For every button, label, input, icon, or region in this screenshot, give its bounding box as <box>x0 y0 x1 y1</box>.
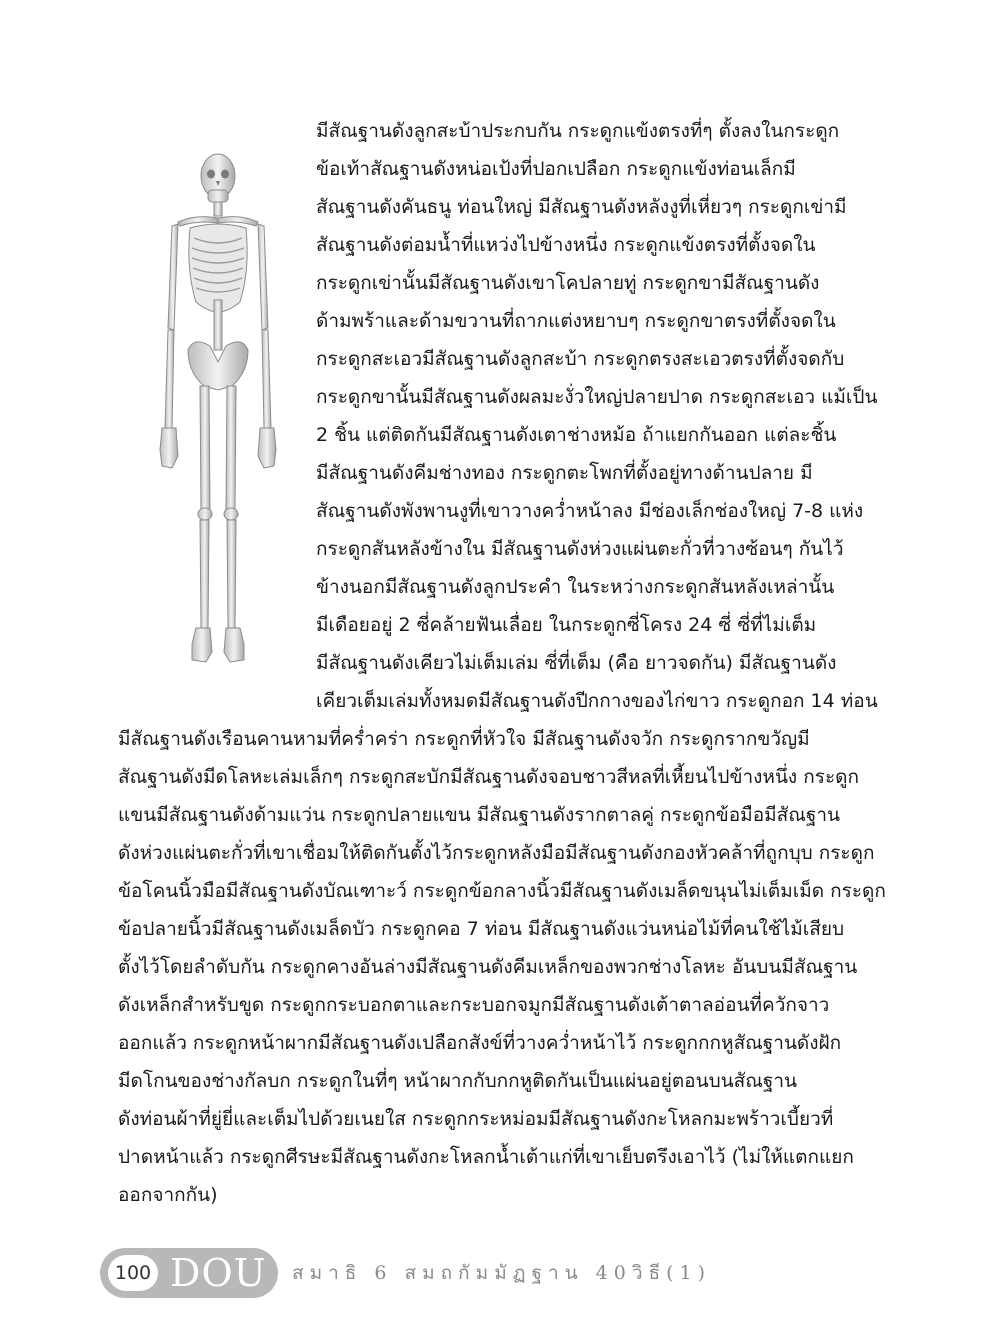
text-line: ข้อเท้าสัณฐานดังหน่อเป้งที่ปอกเปลือก กระดูกแข้งท่อนเล็กมี <box>316 158 796 180</box>
text-line: กระดูกขานั้นมีสัณฐานดังผลมะงั่วใหญ่ปลายปาด กระดูกสะเอว แม้เป็น <box>316 386 878 408</box>
text-line: ด้ามพร้าและด้ามขวานที่ถากแต่งหยาบๆ กระดูกขาตรงที่ตั้งจดใน <box>316 310 836 332</box>
text-line: มีสัณฐานดังเรือนคานหามที่คร่ำคร่า กระดูกที่หัวใจ มีสัณฐานดังจวัก กระดูกรากขวัญมี <box>118 728 810 750</box>
text-line: สัณฐานดังคันธนู ท่อนใหญ่ มีสัณฐานดังหลังงูที่เหี่ยวๆ กระดูกเข่ามี <box>316 196 847 218</box>
text-line: มีสัณฐานดังลูกสะบ้าประกบกัน กระดูกแข้งตรงที่ๆ ตั้งลงในกระดูก <box>316 120 840 142</box>
text-line: ออกจากกัน) <box>118 1184 218 1206</box>
dou-logo: DOU <box>170 1251 267 1295</box>
text-line: เคียวเต็มเล่มทั้งหมดมีสัณฐานดังปีกกางของไก่ขาว กระดูกอก 14 ท่อน <box>316 690 878 712</box>
text-line: ออกแล้ว กระดูกหน้าผากมีสัณฐานดังเปลือกสังข์ที่วางคว่ำหน้าไว้ กระดูกกกหูสัณฐานดังฝัก <box>118 1032 842 1054</box>
text-line: ดังเหล็กสำหรับขูด กระดูกกระบอกตาและกระบอกจมูกมีสัณฐานดังเต้าตาลอ่อนที่ควักจาว <box>118 994 830 1016</box>
text-line: สัณฐานดังพังพานงูที่เขาวางคว่ำหน้าลง มีช่องเล็กช่องใหญ่ 7-8 แห่ง <box>316 500 864 522</box>
footer-badge <box>100 1248 278 1298</box>
text-line: สัณฐานดังต่อมน้ำที่แหว่งไปข้างหนึ่ง กระดูกแข้งตรงที่ตั้งจดใน <box>316 234 816 256</box>
text-line: กระดูกสันหลังข้างใน มีสัณฐานดังห่วงแผ่นตะกั่วที่วางซ้อนๆ กันไว้ <box>316 538 844 560</box>
text-line: มีดโกนของช่างกัลบก กระดูกในที่ๆ หน้าผากกับกกหูติดกันเป็นแผ่นอยู่ตอนบนสัณฐาน <box>118 1070 797 1092</box>
skeleton-icon <box>148 150 288 670</box>
text-line: ข้อปลายนิ้วมีสัณฐานดังเมล็ดบัว กระดูกคอ 7 ท่อน มีสัณฐานดังแว่นหน่อไม้ที่คนใช้ไม้เสียบ <box>118 918 845 940</box>
text-line: กระดูกสะเอวมีสัณฐานดังลูกสะบ้า กระดูกตรงสะเอวตรงที่ตั้งจดกับ <box>316 348 845 370</box>
text-line: ดังท่อนผ้าที่ยู่ยี่และเต็มไปด้วยเนยใส กระดูกกระหม่อมมีสัณฐานดังกะโหลกมะพร้าวเบี้ยวที่ <box>118 1108 834 1130</box>
text-line: แขนมีสัณฐานดังด้ามแว่น กระดูกปลายแขน มีสัณฐานดังรากตาลคู่ กระดูกข้อมือมีสัณฐาน <box>118 804 840 826</box>
text-line: 2 ชิ้น แต่ติดกันมีสัณฐานดังเตาช่างหม้อ ถ้าแยกกันออก แต่ละชิ้น <box>316 424 837 446</box>
text-line: สัณฐานดังมีดโลหะเล่มเล็กๆ กระดูกสะบักมีสัณฐานดังจอบชาวสีหลที่เหี้ยนไปข้างหนึ่ง กระดูก <box>118 766 859 788</box>
text-line: ตั้งไว้โดยลำดับกัน กระดูกคางอันล่างมีสัณฐานดังคีมเหล็กของพวกช่างโลหะ อันบนมีสัณฐาน <box>118 956 858 978</box>
skeleton-illustration <box>148 150 288 670</box>
text-line: มีสัณฐานดังเคียวไม่เต็มเล่ม ซี่ที่เต็ม (คือ ยาวจดกัน) มีสัณฐานดัง <box>316 652 837 674</box>
page-footer <box>100 1248 800 1298</box>
text-line: มีเดือยอยู่ 2 ซี่คล้ายฟันเลื่อย ในกระดูกซี่โครง 24 ซี่ ซี่ที่ไม่เต็ม <box>316 614 817 636</box>
text-line: กระดูกเข่านั้นมีสัณฐานดังเขาโคปลายทู่ กระดูกขามีสัณฐานดัง <box>316 272 820 294</box>
text-line: ข้อโคนนิ้วมือมีสัณฐานดังบัณเฑาะว์ กระดูกข้อกลางนิ้วมีสัณฐานดังเมล็ดขนุนไม่เต็มเม็ด กระดูก <box>118 880 886 902</box>
text-line: มีสัณฐานดังคีมช่างทอง กระดูกตะโพกที่ตั้งอยู่ทางด้านปลาย มี <box>316 462 813 484</box>
running-title: สมาธิ 6 สมถกัมมัฏฐาน 40วิธี(1) <box>292 1262 712 1284</box>
text-line: ปาดหน้าแล้ว กระดูกศีรษะมีสัณฐานดังกะโหลกน้ำเต้าแก่ที่เขาเย็บตรึงเอาไว้ (ไม่ให้แตกแยก <box>118 1146 854 1168</box>
text-line: ดังห่วงแผ่นตะกั่วที่เขาเชื่อมให้ติดกันตั้งไว้กระดูกหลังมือมีสัณฐานดังกองหัวคล้าที่ถูกบุบ กระดูก <box>118 842 875 864</box>
text-line: ข้างนอกมีสัณฐานดังลูกประคำ ในระหว่างกระดูกสันหลังเหล่านั้น <box>316 576 835 598</box>
page-number: 100 <box>108 1255 158 1291</box>
